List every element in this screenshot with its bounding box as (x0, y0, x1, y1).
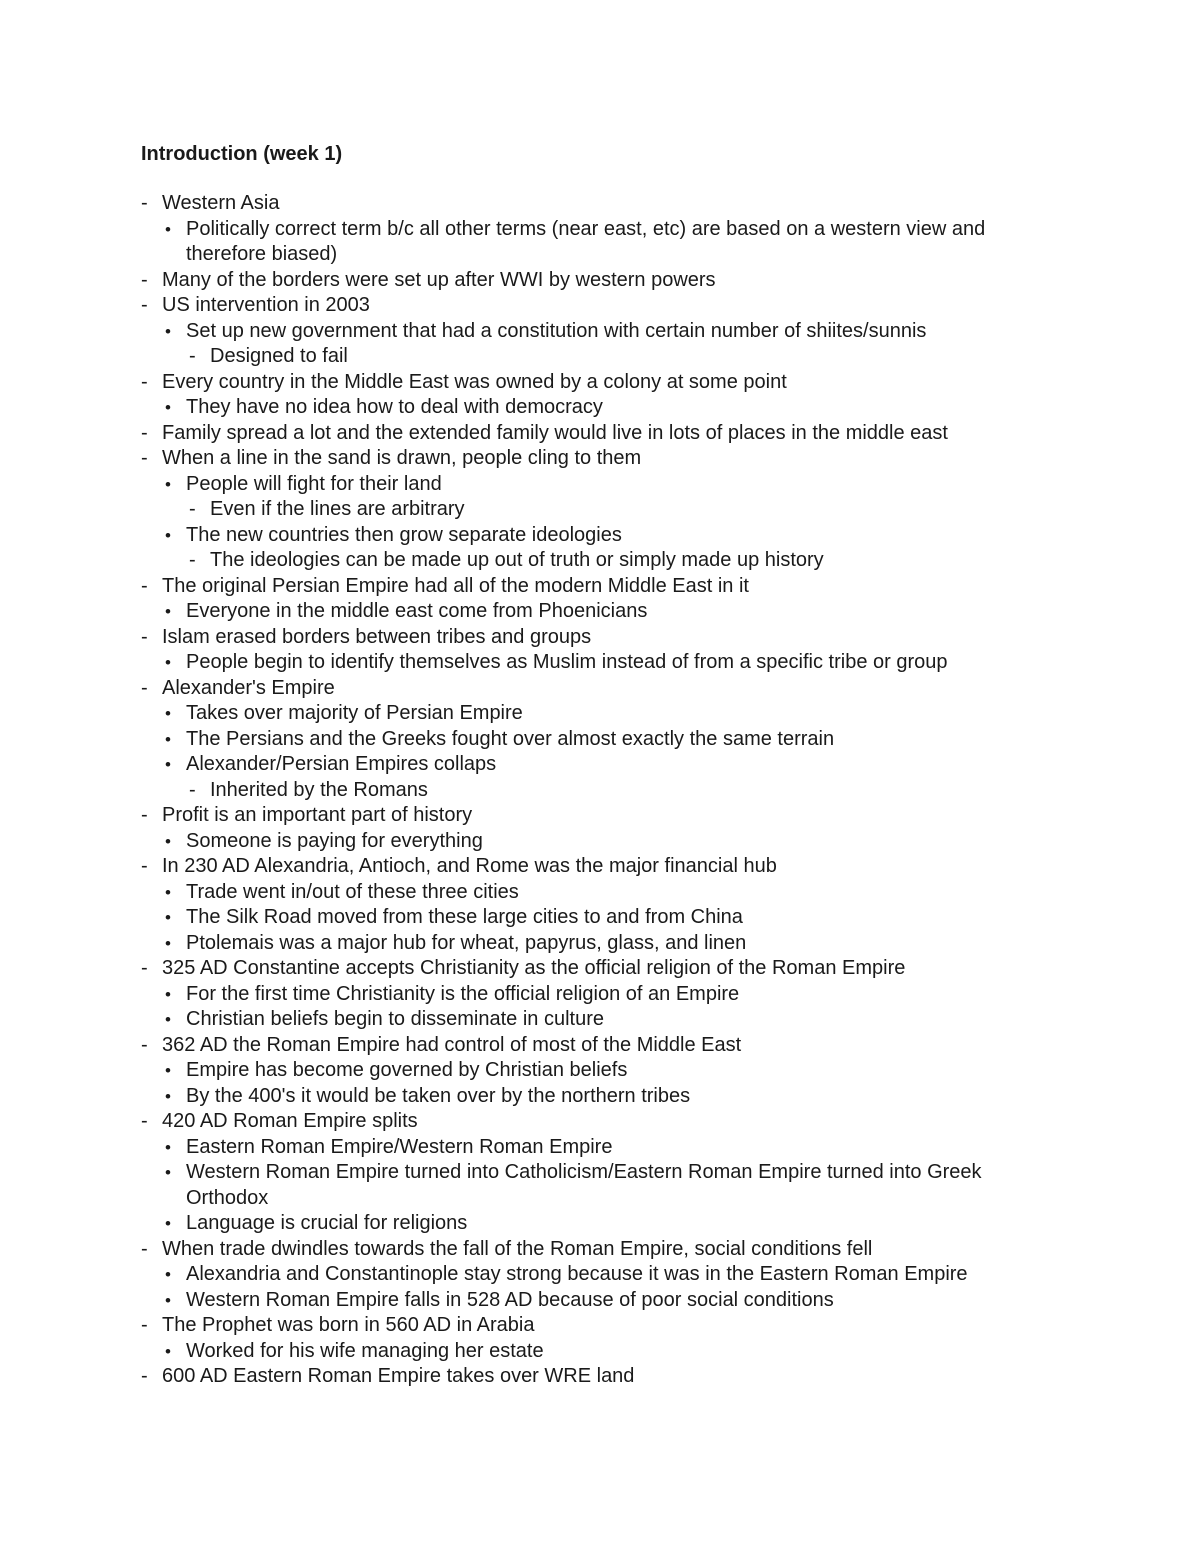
bullet-dot-icon: • (165, 704, 171, 723)
bullet-dot-icon: • (165, 398, 171, 417)
list-item (0, 650, 1200, 676)
bullet-dash-icon: - (141, 1314, 148, 1336)
bullet-dash-icon: - (141, 1365, 148, 1387)
list-item (0, 1084, 1200, 1110)
bullet-dash-icon: - (141, 855, 148, 877)
bullet-dash-icon: - (141, 574, 148, 597)
list-item (0, 625, 1200, 651)
list-item-text: The Prophet was born in 560 AD in Arabia (162, 1314, 535, 1336)
list-item (0, 752, 1200, 778)
list-item-text: Alexandria and Constantinople stay strong because it was in the Eastern Roman Empire (186, 1263, 968, 1285)
list-item (0, 293, 1200, 319)
bullet-dot-icon: • (165, 933, 171, 953)
bullet-dash-icon: - (189, 345, 196, 367)
bullet-dash-icon: - (141, 294, 148, 316)
list-item (0, 574, 1200, 600)
bullet-dot-icon: • (165, 219, 171, 239)
list-item (0, 1109, 1200, 1135)
bullet-dot-icon: • (165, 602, 171, 621)
list-item (0, 676, 1200, 702)
list-item (0, 1135, 1200, 1161)
list-item-text: Western Asia (162, 192, 280, 214)
list-item-text: Trade went in/out of these three cities (186, 880, 519, 903)
bullet-dash-icon: - (141, 957, 148, 979)
list-item-text: Western Roman Empire turned into Catholicism/Eastern Roman Empire turned into Greek Orthodox (186, 1161, 982, 1209)
list-item (0, 344, 1200, 370)
bullet-dash-icon: - (141, 1033, 148, 1056)
list-item (0, 421, 1200, 447)
list-item-text: Everyone in the middle east come from Phoenicians (186, 600, 648, 622)
list-item-text: Islam erased borders between tribes and groups (162, 625, 592, 648)
list-item-text: Many of the borders were set up after WWI by western powers (162, 268, 716, 291)
list-item-text: Set up new government that had a constitution with certain number of shiites/sunnis (186, 319, 927, 342)
bullet-dash-icon: - (189, 498, 196, 520)
list-item-text: People begin to identify themselves as Muslim instead of from a specific tribe or group (186, 651, 948, 673)
list-item (0, 905, 1200, 931)
list-item-text: Empire has become governed by Christian beliefs (186, 1059, 628, 1081)
list-item-text: Western Roman Empire falls in 528 AD because of poor social conditions (186, 1288, 834, 1311)
list-item (0, 599, 1200, 625)
bullet-dash-icon: - (141, 192, 148, 214)
list-item (0, 701, 1200, 727)
list-item-text: 325 AD Constantine accepts Christianity as the official religion of the Roman Empire (162, 957, 906, 979)
list-item-text: Designed to fail (210, 345, 348, 367)
list-item-text: Even if the lines are arbitrary (210, 498, 465, 520)
list-item (0, 523, 1200, 549)
list-item (0, 778, 1200, 804)
list-item-text: The new countries then grow separate ideologies (186, 523, 622, 546)
list-item (0, 395, 1200, 421)
list-item-text: Eastern Roman Empire/Western Roman Empire (186, 1135, 613, 1158)
bullet-dot-icon: • (165, 1290, 171, 1310)
bullet-dot-icon: • (165, 525, 171, 545)
bullet-dash-icon: - (141, 676, 148, 699)
bullet-dot-icon: • (165, 984, 171, 1004)
list-item (0, 497, 1200, 523)
list-item (0, 1058, 1200, 1084)
list-item-text: Ptolemais was a major hub for wheat, papyrus, glass, and linen (186, 931, 747, 954)
list-item (0, 217, 1200, 268)
bullet-dot-icon: • (165, 882, 171, 902)
bullet-dot-icon: • (165, 1061, 171, 1080)
bullet-dot-icon: • (165, 1010, 171, 1029)
notes-list (0, 191, 1200, 1390)
list-item-text: The ideologies can be made up out of truth or simply made up history (210, 549, 824, 571)
bullet-dash-icon: - (189, 549, 196, 571)
list-item (0, 472, 1200, 498)
list-item-text: 600 AD Eastern Roman Empire takes over WRE land (162, 1365, 635, 1387)
bullet-dot-icon: • (165, 831, 171, 851)
bullet-dot-icon: • (165, 474, 171, 494)
list-item-text: The Silk Road moved from these large cities to and from China (186, 906, 743, 928)
bullet-dash-icon: - (141, 447, 148, 469)
list-item (0, 880, 1200, 906)
list-item (0, 1211, 1200, 1237)
list-item-text: By the 400's it would be taken over by the northern tribes (186, 1084, 691, 1107)
bullet-dash-icon: - (141, 625, 148, 648)
list-item-text: US intervention in 2003 (162, 294, 370, 316)
bullet-dot-icon: • (165, 1265, 171, 1284)
list-item-text: 362 AD the Roman Empire had control of most of the Middle East (162, 1033, 742, 1056)
bullet-dot-icon: • (165, 1341, 171, 1361)
bullet-dot-icon: • (165, 755, 171, 774)
list-item-text: 420 AD Roman Empire splits (162, 1110, 418, 1132)
list-item-text: In 230 AD Alexandria, Antioch, and Rome was the major financial hub (162, 855, 777, 877)
bullet-dash-icon: - (141, 1110, 148, 1132)
list-item-text: Inherited by the Romans (210, 778, 428, 801)
list-item-text: For the first time Christianity is the official religion of an Empire (186, 982, 740, 1005)
list-item-text: When a line in the sand is drawn, people cling to them (162, 447, 642, 469)
list-item-text: They have no idea how to deal with democracy (186, 396, 603, 418)
list-item (0, 1033, 1200, 1059)
bullet-dot-icon: • (165, 321, 171, 341)
list-item (0, 1160, 1200, 1211)
bullet-dot-icon: • (165, 908, 171, 927)
list-item (0, 829, 1200, 855)
list-item-text: People will fight for their land (186, 472, 442, 495)
bullet-dash-icon: - (141, 268, 148, 291)
bullet-dot-icon: • (165, 729, 171, 749)
bullet-dash-icon: - (141, 804, 148, 826)
list-item (0, 1288, 1200, 1314)
bullet-dash-icon: - (189, 778, 196, 801)
list-item-text: Politically correct term b/c all other terms (near east, etc) are based on a western view and therefore biased) (186, 217, 986, 265)
bullet-dot-icon: • (165, 653, 171, 672)
list-item (0, 956, 1200, 982)
list-item (0, 446, 1200, 472)
list-item-text: Profit is an important part of history (162, 804, 473, 826)
list-item (0, 1007, 1200, 1033)
list-item-text: Family spread a lot and the extended family would live in lots of places in the middle east (162, 421, 948, 444)
list-item-text: Alexander/Persian Empires collaps (186, 753, 497, 775)
list-item-text: Every country in the Middle East was owned by a colony at some point (162, 370, 787, 393)
list-item-text: Someone is paying for everything (186, 829, 483, 852)
bullet-dot-icon: • (165, 1086, 171, 1106)
list-item-text: Christian beliefs begin to disseminate in culture (186, 1008, 604, 1030)
list-item-text: The Persians and the Greeks fought over almost exactly the same terrain (186, 727, 835, 750)
list-item (0, 982, 1200, 1008)
bullet-dot-icon: • (165, 1163, 171, 1182)
list-item (0, 931, 1200, 957)
bullet-dash-icon: - (141, 421, 148, 444)
bullet-dash-icon: - (141, 370, 148, 393)
bullet-dot-icon: • (165, 1214, 171, 1233)
list-item-text: When trade dwindles towards the fall of the Roman Empire, social conditions fell (162, 1237, 873, 1260)
list-item (0, 803, 1200, 829)
list-item (0, 268, 1200, 294)
list-item (0, 370, 1200, 396)
list-item (0, 1262, 1200, 1288)
list-item (0, 1237, 1200, 1263)
list-item-text: Takes over majority of Persian Empire (186, 702, 523, 724)
list-item (0, 1313, 1200, 1339)
list-item (0, 191, 1200, 217)
list-item (0, 1339, 1200, 1365)
list-item (0, 548, 1200, 574)
page-title: Introduction (week 1) (141, 143, 343, 165)
bullet-dash-icon: - (141, 1237, 148, 1260)
list-item (0, 1364, 1200, 1390)
list-item-text: The original Persian Empire had all of the modern Middle East in it (162, 574, 749, 597)
list-item-text: Alexander's Empire (162, 676, 335, 699)
list-item-text: Language is crucial for religions (186, 1212, 468, 1234)
list-item (0, 727, 1200, 753)
bullet-dot-icon: • (165, 1137, 171, 1157)
list-item-text: Worked for his wife managing her estate (186, 1339, 544, 1362)
list-item (0, 319, 1200, 345)
list-item (0, 854, 1200, 880)
